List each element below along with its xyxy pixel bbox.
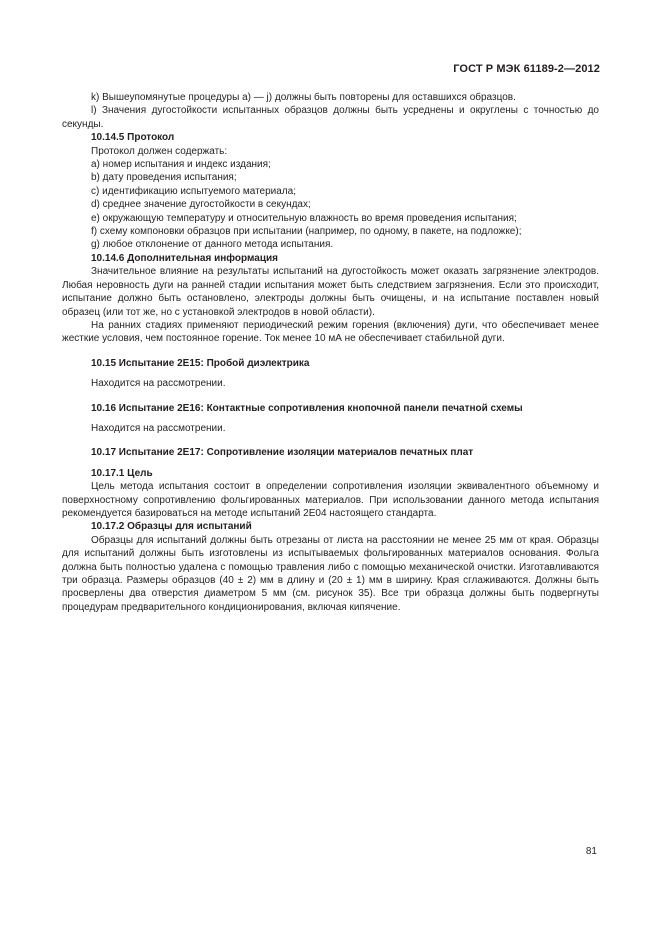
- report-item-f: f) схему компоновки образцов при испытании (например, по одному, в пакете, на подложке);: [91, 226, 522, 238]
- report-item-e: e) окружающую температуру и относительную влажность во время проведения испытания;: [91, 212, 517, 224]
- document-header: ГОСТ Р МЭК 61189-2—2012: [453, 63, 600, 75]
- page-number: 81: [585, 846, 597, 857]
- page-content: [62, 91, 599, 614]
- section-10-15-title: 10.15 Испытание 2Е15: Пробой диэлектрика: [91, 357, 310, 369]
- paragraph-l: l) Значения дугостойкости испытанных образцов должны быть усреднены и округлены с точностью до секунды.: [62, 105, 599, 130]
- additional-info-paragraph-1: Значительное влияние на результаты испытаний на дугостойкость может оказать загрязнение электродов. Любая неровность дуги на ранней стадии испытания может быть следствием загрязнения. Если это происходит, испытание должно быть остановлено, электроды должны быть очищены, и на испытание поставлен новый образец (или тот же, но с установкой электродов в новой области).: [62, 266, 599, 318]
- report-intro: Протокол должен содержать:: [91, 145, 228, 157]
- paragraph-k: k) Вышеупомянутые процедуры a) — j) должны быть повторены для оставшихся образцов.: [91, 92, 516, 103]
- report-item-c: c) идентификацию испытуемого материала;: [91, 185, 297, 197]
- section-10-14-6-title: 10.14.6 Дополнительная информация: [91, 252, 278, 264]
- report-item-a: a) номер испытания и индекс издания;: [91, 159, 271, 171]
- section-10-17-2-text: Образцы для испытаний должны быть отрезаны от листа на расстоянии не менее 25 мм от края. Образцы для испытаний должны быть изготовлены из испытываемых фольгированных материалов основания. Фольга должна быть полностью удалена с помощью травления либо с помощью механической очистки. Изготавливаются три образца. Размеры образцов (40 ± 2) мм в длину и (20 ± 1) мм в ширину. Края сглаживаются. Должны быть просверлены два отверстия диаметром 5 мм (см. рисунок 35). Все три образца должны быть подвергнуты процедурам предварительного кондиционирования, включая кипячение.: [62, 534, 599, 613]
- report-item-d: d) среднее значение дугостойкости в секундах;: [91, 199, 311, 211]
- report-item-g: g) любое отклонение от данного метода испытания.: [91, 239, 334, 251]
- section-10-14-5-title: 10.14.5 Протокол: [91, 132, 175, 144]
- section-10-17-2-title: 10.17.2 Образцы для испытаний: [91, 521, 252, 533]
- additional-info-paragraph-2: На ранних стадиях применяют периодический режим горения (включения) дуги, что обеспечивает менее жесткие условия, чем постоянное горение. Ток менее 10 мА не обеспечивает стабильной дуги.: [62, 319, 599, 345]
- section-10-15-text: Находится на рассмотрении.: [91, 378, 226, 390]
- report-item-b: b) дату проведения испытания;: [91, 172, 237, 184]
- section-10-17-1-text: Цель метода испытания состоит в определении сопротивления изоляции эквивалентного объемному и поверхностному сопротивлению фольгированных материалов. При использовании данного метода испытания рекомендуется базироваться на методе испытаний 2Е04 настоящего стандарта.: [62, 481, 599, 519]
- section-10-16-title: 10.16 Испытание 2Е16: Контактные сопротивления кнопочной панели печатной схемы: [91, 402, 523, 414]
- section-10-17-title: 10.17 Испытание 2Е17: Сопротивление изоляции материалов печатных плат: [91, 447, 474, 459]
- section-10-16-text: Находится на рассмотрении.: [91, 422, 226, 434]
- section-10-17-1-title: 10.17.1 Цель: [91, 467, 153, 479]
